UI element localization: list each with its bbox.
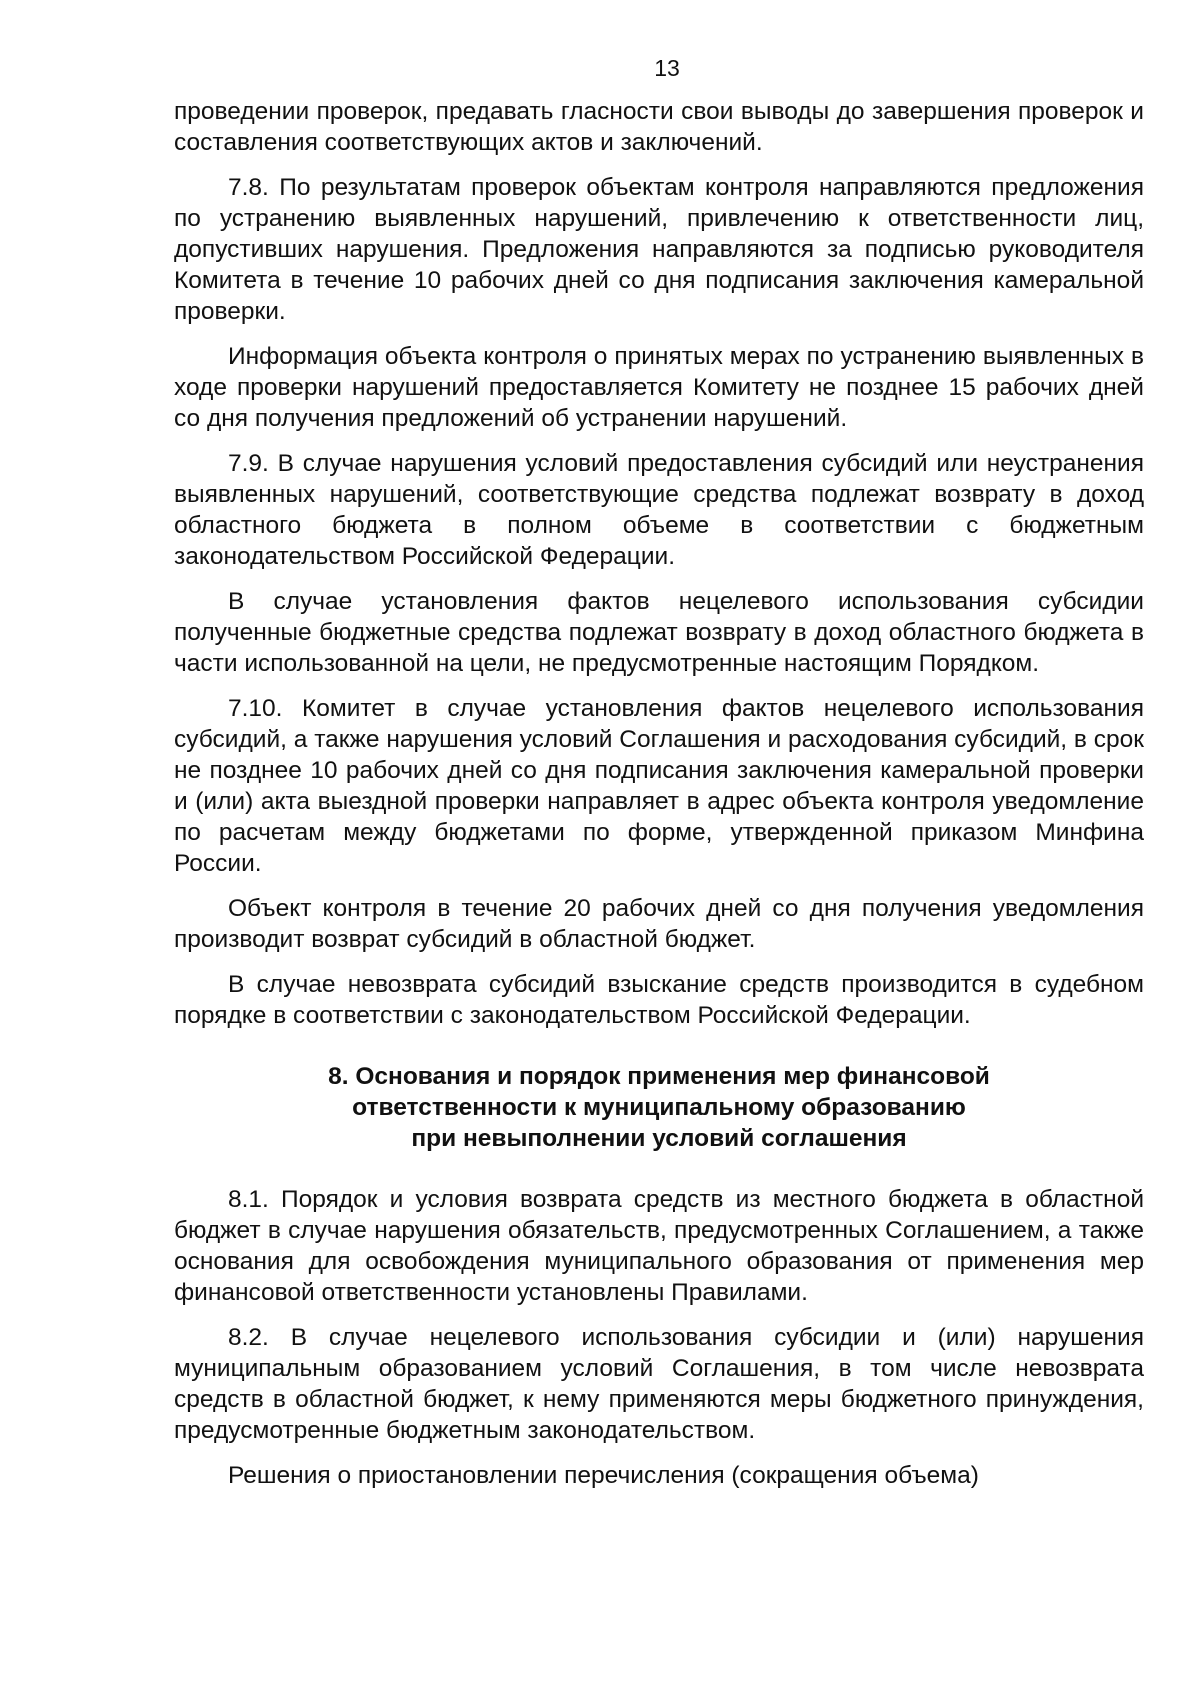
paragraphs-top xyxy=(174,96,1144,1031)
page-number: 13 xyxy=(654,55,680,81)
heading-line-3: при невыполнении условий соглашения xyxy=(411,1125,907,1152)
paragraph-7-9: 7.9. В случае нарушения условий предоставления субсидий или неустранения выявленных нарушений, соответствующие средства подлежат возврату в доход областного бюджета в полном объеме в соответствии с бюджетным законодательством Российской Федерации. xyxy=(174,450,1144,570)
paragraph-control-info: Информация объекта контроля о принятых мерах по устранению выявленных в ходе проверки нарушений предоставляется Комитету не позднее 15 рабочих дней со дня получения предложений об устранении нарушений. xyxy=(174,343,1144,432)
section-8-heading xyxy=(174,1061,1144,1154)
heading-line-1: 8. Основания и порядок применения мер финансовой xyxy=(328,1063,990,1090)
paragraph-refund: Объект контроля в течение 20 рабочих дней со дня получения уведомления производит возврат субсидий в областной бюджет. xyxy=(174,895,1144,953)
heading-line-2: ответственности к муниципальному образованию xyxy=(352,1094,966,1121)
paragraph-8-1: 8.1. Порядок и условия возврата средств из местного бюджета в областной бюджет в случае нарушения обязательств, предусмотренных Соглашением, а также основания для освобождения муниципального образования от применения мер финансовой ответственности установлены Правилами. xyxy=(174,1186,1144,1306)
paragraph-court: В случае невозврата субсидий взыскание средств производится в судебном порядке в соответствии с законодательством Российской Федерации. xyxy=(174,971,1144,1029)
paragraph-continuation: проведении проверок, предавать гласности свои выводы до завершения проверок и составления соответствующих актов и заключений. xyxy=(174,98,1144,156)
paragraph-8-2: 8.2. В случае нецелевого использования субсидии и (или) нарушения муниципальным образованием условий Соглашения, в том числе невозврата средств в областной бюджет, к нему применяются меры бюджетного принуждения, предусмотренные бюджетным законодательством. xyxy=(174,1324,1144,1444)
paragraph-decisions: Решения о приостановлении перечисления (сокращения объема) xyxy=(228,1462,979,1489)
document-page xyxy=(174,54,1144,1505)
paragraph-7-10: 7.10. Комитет в случае установления фактов нецелевого использования субсидий, а также нарушения условий Соглашения и расходования субсидий, в срок не позднее 10 рабочих дней со дня подписания заключения камеральной проверки и (или) акта выездной проверки направляет в адрес объекта контроля уведомление по расчетам между бюджетами по форме, утвержденной приказом Минфина России. xyxy=(174,695,1144,877)
paragraph-7-8: 7.8. По результатам проверок объектам контроля направляются предложения по устранению выявленных нарушений, привлечению к ответственности лиц, допустивших нарушения. Предложения направляются за подписью руководителя Комитета в течение 10 рабочих дней со дня подписания заключения камеральной проверки. xyxy=(174,174,1144,325)
paragraphs-bottom xyxy=(174,1184,1144,1491)
paragraph-misuse: В случае установления фактов нецелевого использования субсидии полученные бюджетные средства подлежат возврату в доход областного бюджета в части использованной на цели, не предусмотренные настоящим Порядком. xyxy=(174,588,1144,677)
